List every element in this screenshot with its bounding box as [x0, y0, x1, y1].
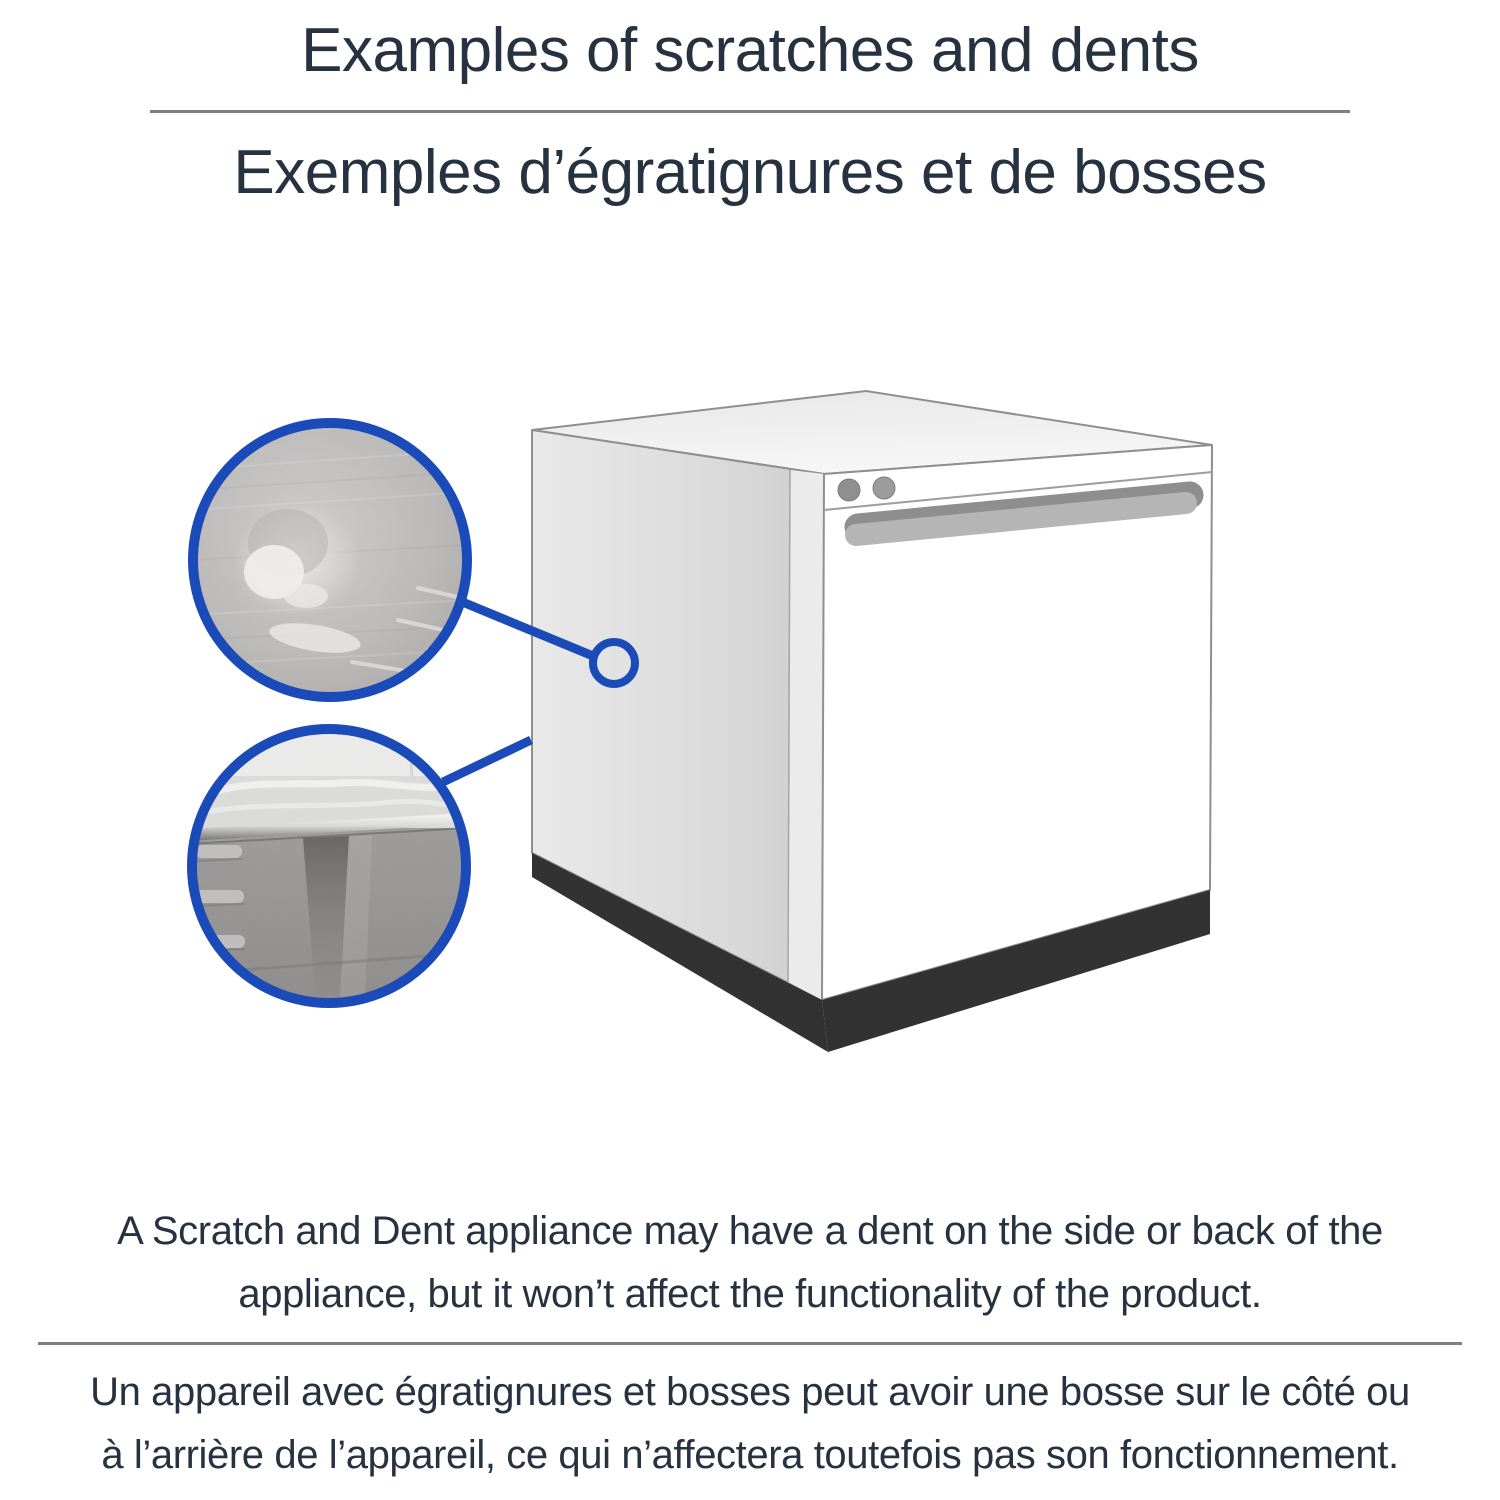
appliance-body — [532, 391, 1212, 1052]
description-french-line-1: Un appareil avec égratignures et bosses peut avoir une bosse sur le côté ou — [90, 1370, 1410, 1414]
description-english-line-1: A Scratch and Dent appliance may have a dent on the side or back of the — [117, 1209, 1383, 1253]
appliance-corner-strip — [788, 470, 824, 1000]
description-french — [0, 1361, 1500, 1487]
appliance-side-panel — [532, 430, 824, 1000]
description-divider — [38, 1342, 1462, 1345]
control-knob-right — [873, 477, 895, 499]
page-title-english: Examples of scratches and dents — [301, 16, 1199, 85]
title-divider — [150, 110, 1350, 113]
description-english-line-2: appliance, but it won’t affect the functionality of the product. — [238, 1272, 1262, 1316]
description-french-line-2: à l’arrière de l’appareil, ce qui n’affectera toutefois pas son fonctionnement. — [101, 1433, 1399, 1477]
page-title-french: Exemples d’égratignures et de bosses — [233, 138, 1267, 207]
control-knob-left — [838, 479, 860, 501]
connector-line-bottom — [443, 740, 531, 782]
description-english — [0, 1200, 1500, 1326]
